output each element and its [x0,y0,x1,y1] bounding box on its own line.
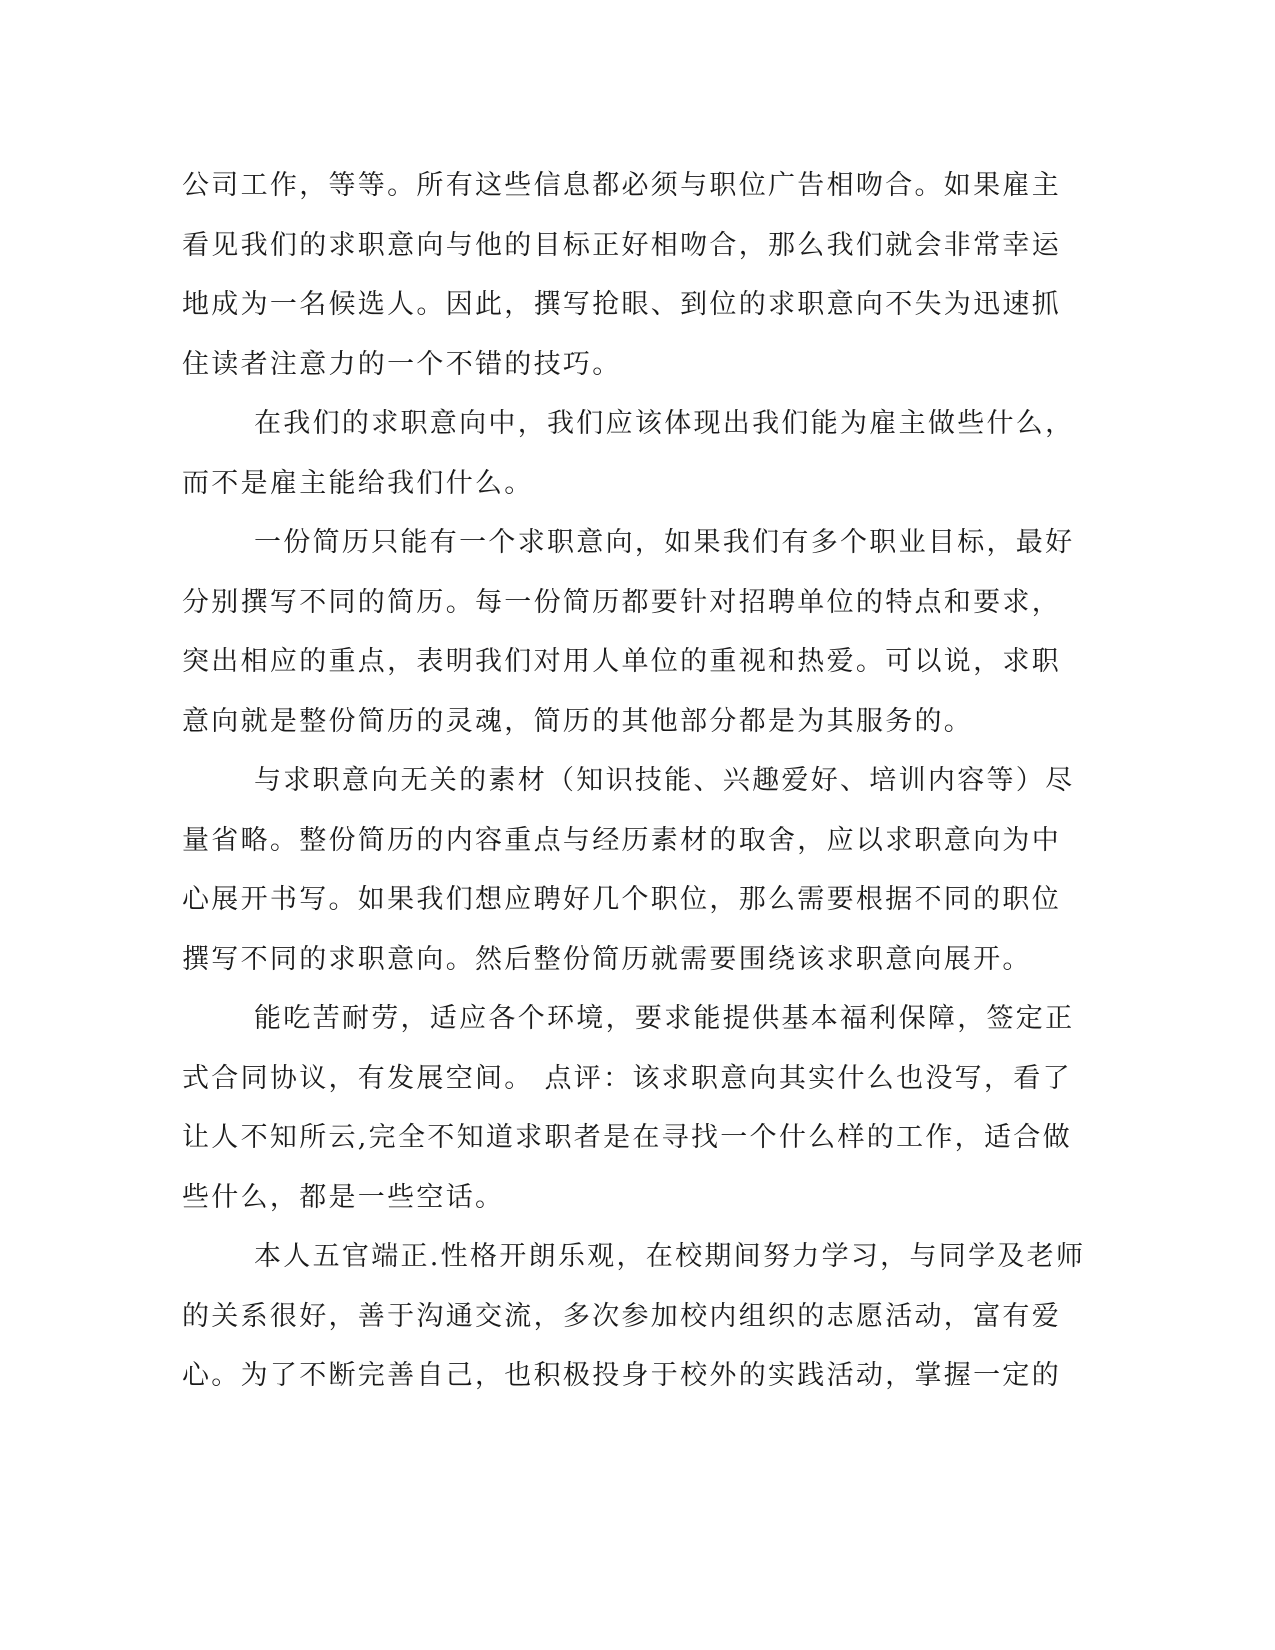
text-line: 而不是雇主能给我们什么。 [182,467,534,499]
text-line: 看见我们的求职意向与他的目标正好相吻合，那么我们就会非常幸运 [182,229,1061,261]
text-line: 地成为一名候选人。因此，撰写抢眼、到位的求职意向不失为迅速抓 [182,289,1061,320]
text-line: 突出相应的重点，表明我们对用人单位的重视和热爱。可以说，求职 [182,646,1061,677]
text-line: 量省略。整份简历的内容重点与经历素材的取舍，应以求职意向为中 [182,824,1061,856]
body-text [182,156,1086,1406]
text-line: 撰写不同的求职意向。然后整份简历就需要围绕该求职意向展开。 [182,943,1032,975]
text-line: 住读者注意力的一个不错的技巧。 [182,348,622,380]
text-line: 在我们的求职意向中，我们应该体现出我们能为雇主做些什么， [254,408,1075,439]
text-line: 心展开书写。如果我们想应聘好几个职位，那么需要根据不同的职位 [182,884,1061,915]
text-line: 式合同协议，有发展空间。 点评：该求职意向其实什么也没写，看了 [182,1062,1072,1094]
text-line: 意向就是整份简历的灵魂，简历的其他部分都是为其服务的。 [182,705,974,737]
text-line: 本人五官端正.性格开朗乐观，在校期间努力学习，与同学及老师 [254,1241,1086,1272]
text-line: 的关系很好，善于沟通交流，多次参加校内组织的志愿活动，富有爱 [182,1300,1061,1332]
text-line: 些什么，都是一些空话。 [182,1181,505,1213]
text-line: 让人不知所云,完全不知道求职者是在寻找一个什么样的工作，适合做 [182,1122,1072,1153]
text-line: 公司工作，等等。所有这些信息都必须与职位广告相吻合。如果雇主 [182,170,1061,201]
text-line: 分别撰写不同的简历。每一份简历都要针对招聘单位的特点和要求， [182,586,1061,618]
text-line: 一份简历只能有一个求职意向，如果我们有多个职业目标，最好 [254,527,1075,558]
text-line: 能吃苦耐劳，适应各个环境，要求能提供基本福利保障，签定正 [254,1003,1075,1034]
text-line: 心。为了不断完善自己，也积极投身于校外的实践活动，掌握一定的 [182,1360,1061,1391]
text-line: 与求职意向无关的素材（知识技能、兴趣爱好、培训内容等）尽 [254,765,1075,796]
